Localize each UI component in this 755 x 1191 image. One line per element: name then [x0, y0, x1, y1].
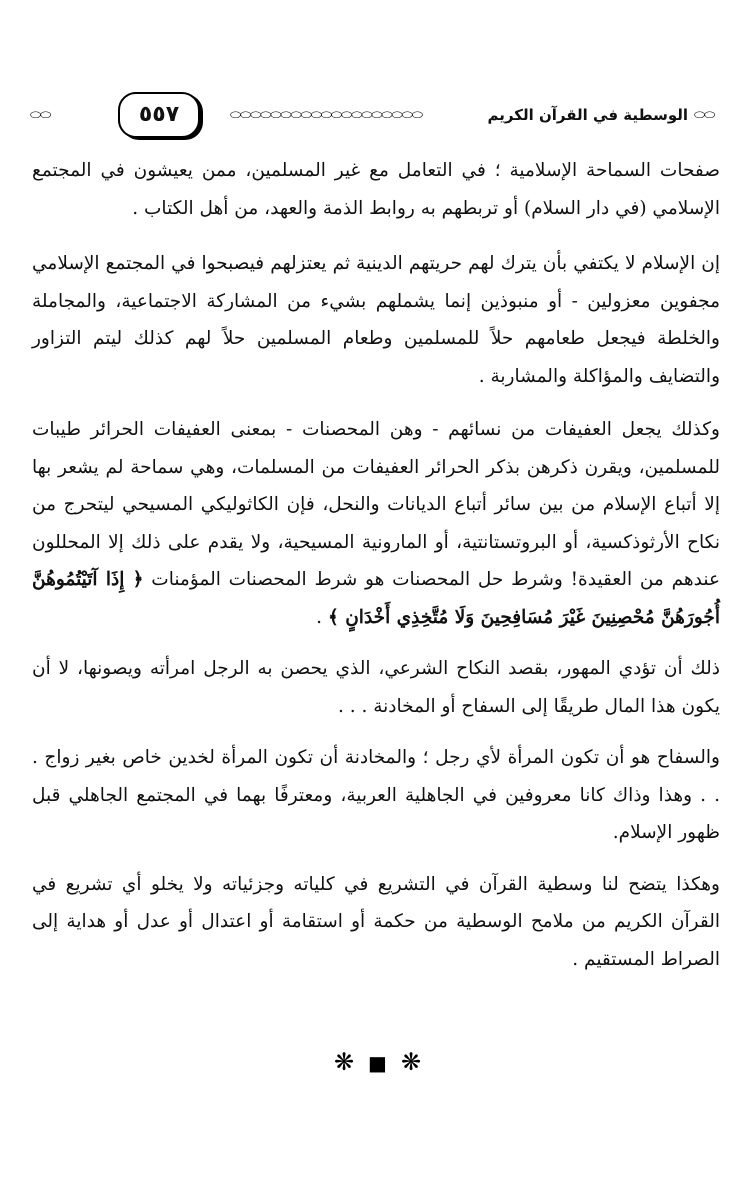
header-ornament-left: ⬭⬭: [30, 108, 51, 123]
asterism-icon: ❋: [333, 1048, 355, 1076]
paragraph-1: صفحات السماحة الإسلامية ؛ في التعامل مع غير المسلمين، ممن يعيشون في المجتمع الإسلامي (في دار السلام) أو تربطهم به روابط الذمة والعهد، من أهل الكتاب .: [32, 160, 720, 219]
paragraph-2: إن الإسلام لا يكتفي بأن يترك لهم حريتهم الدينية ثم يعتزلهم فيصبحوا في المجتمع الإسلامي مجفوين معزولين - أو منبوذين إنما يشملهم بشيء من المشاركة الاجتماعية، والمجاملة والخلطة فيجعل طعامهم حلاً للمسلمين وطعام المسلمين حلاً لهم كذلك ليتم التزاور والتضايف والمؤاكلة والمشاربة .: [32, 253, 720, 387]
running-header: [30, 92, 722, 142]
header-ornament-middle: ⬭⬭⬭⬭⬭⬭⬭⬭⬭⬭⬭⬭⬭⬭⬭⬭⬭⬭⬭: [230, 108, 422, 123]
paragraph-3-text: وكذلك يجعل العفيفات من نسائهم - وهن المحصنات - بمعنى العفيفات الحرائر طيبات للمسلمين، ويقرن ذكرهن بذكر الحرائر العفيفات من المسلمات، وهي سماحة لم يشعر بها إلا أتباع الإسلام من بين سائر أتباع الديانات والنحل، فإن الكاثوليكي المسيحي ليتحرج من نكاح الأرثوذكسية، أو البروتستانتية، أو المارونية المسيحية، ولا يقدم على ذلك إلا المحللون عندهم من العقيدة! وشرط حل المحصنات هو شرط المحصنات المؤمنات: [32, 419, 720, 590]
paragraph-6: وهكذا يتضح لنا وسطية القرآن في التشريع في كلياته وجزئياته ولا يخلو أي تشريع في القرآن الكريم من ملامح الوسطية من حكمة أو استقامة أو اعتدال أو عدل أو هداية إلى الصراط المستقيم .: [32, 873, 720, 970]
square-icon: ■: [368, 1051, 387, 1075]
asterism-icon: ❋: [400, 1048, 422, 1076]
quran-verse: ﴿ إِذَا آتَيْتُمُوهُنَّ أُجُورَهُنَّ مُحْصِنِينَ غَيْرَ مُسَافِحِينَ وَلَا مُتَّخِذِي أَخْدَانٍ ﴾: [32, 569, 720, 628]
body-text: [32, 152, 720, 978]
page-number: ٥٥٧: [118, 92, 200, 138]
paragraph-3: [32, 411, 720, 636]
section-end-ornament: [0, 1047, 755, 1078]
running-title: الوسطية في القرآن الكريم: [487, 106, 688, 124]
paragraph-3-tail: .: [316, 606, 328, 628]
paragraph-4: ذلك أن تؤدي المهور، بقصد النكاح الشرعي، الذي يحصن به الرجل امرأته ويصونها، لا أن يكون هذا المال طريقًا إلى السفاح أو المخادنة . . .: [32, 658, 720, 717]
header-ornament-right: ⬭⬭: [694, 108, 715, 123]
paragraph-5: والسفاح هو أن تكون المرأة لأي رجل ؛ والمخادنة أن تكون المرأة لخدين خاص بغير زواج . . . وهذا وذاك كانا معروفين في الجاهلية العربية، ومعترفًا بهما في المجتمع الجاهلي قبل ظهور الإسلام.: [32, 747, 720, 843]
